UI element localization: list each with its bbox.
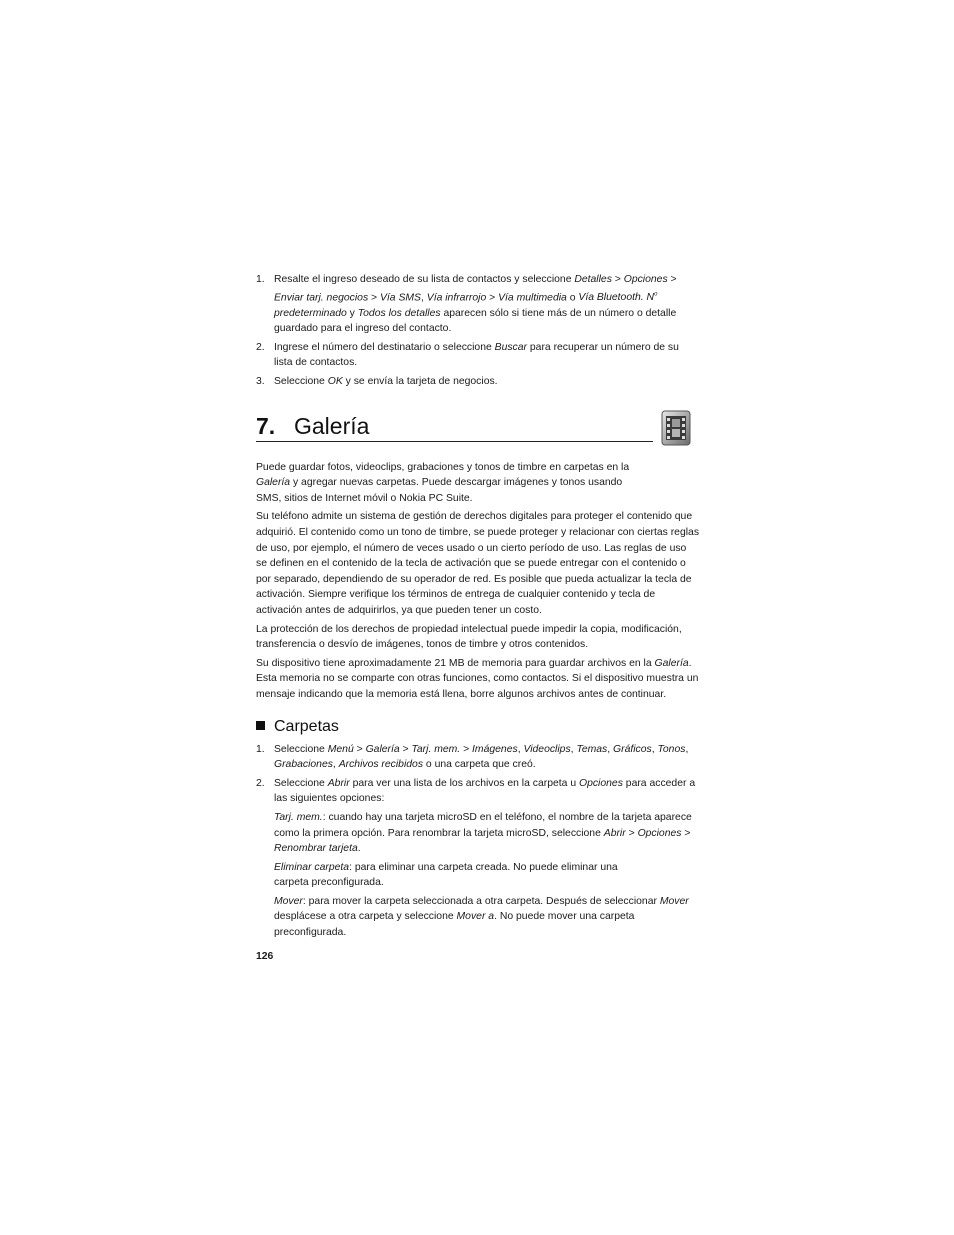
step-number: 2. [256,777,265,789]
contact-card-steps [256,272,700,390]
section-title: Carpetas [274,717,339,735]
chapter-rule [256,441,653,442]
list-item [256,340,700,371]
step-number: 3. [256,376,265,388]
step-text: Resalte el ingreso deseado de su lista de contactos y seleccione Detalles > Opciones > Enviar tarj. negocios > Vía SMS, Vía infrarrojo > Vía multimedia o Vía Bluetooth. $N^o$ predeterminado y Todos los detalles aparecen sólo si tiene más de un número o detalle guardado para el ingreso del contacto. [274,274,677,335]
step-number: 1. [256,274,265,285]
page-number: 126 [256,950,274,962]
chapter-intro [256,460,700,703]
option-description: Tarj. mem.: cuando hay una tarjeta microSD en el teléfono, el nombre de la tarjeta aparece como la primera opción. Para renombrar la tarjeta microSD, seleccione Abrir > Opciones > Renombrar tarjeta. [274,811,692,855]
list-item [256,272,700,337]
paragraph: La protección de los derechos de propiedad intelectual puede impedir la copia, modificación, transferencia o desvío de imágenes, tonos de timbre y otros contenidos. [256,623,682,651]
gallery-film-icon [661,410,691,446]
list-item [256,776,700,807]
option-description: Eliminar carpeta: para eliminar una carpeta creada. No puede eliminar una carpeta preconfigurada. [274,861,618,889]
chapter-title-text: Galería [294,412,370,439]
chapter-heading [256,412,700,446]
chapter-title [256,412,700,440]
step-text: Seleccione Abrir para ver una lista de los archivos en la carpeta u Opciones para acceder a las siguientes opciones: [274,777,696,805]
step-number: 1. [256,743,265,755]
section-heading [256,717,700,737]
folder-steps [256,742,700,807]
manual-page [256,272,700,964]
section-bullet-icon [256,721,265,730]
list-item [256,742,700,773]
option-description: Mover: para mover la carpeta seleccionada a otra carpeta. Después de seleccionar Mover desplácese a otra carpeta y seleccione Mover a. No puede mover una carpeta preconfigurada. [274,895,689,939]
paragraph: Puede guardar fotos, videoclips, grabaciones y tonos de timbre en carpetas en la Galería y agregar nuevas carpetas. Puede descargar imágenes y tonos usando SMS, sitios de Internet móvil o Nokia PC Suite. [256,461,630,504]
paragraph: Su teléfono admite un sistema de gestión de derechos digitales para proteger el contenido que adquirió. El contenido como un tono de timbre, se puede proteger y relacionar con ciertas reglas de uso, por ejemplo, el número de veces usado o un cierto período de uso. Las reglas de uso se definen en el contenido de la tecla de activación que se puede entregar con el contenido o por separado, dependiendo de su operador de red. Es posible que pueda actualizar la tecla de activación. Siempre verifique los términos de entrega de cualquier contenido y tecla de activación antes de adquirirlos, ya que pueden tener un costo. [256,511,700,616]
list-item [256,374,700,390]
step-text: Seleccione Menú > Galería > Tarj. mem. > Imágenes, Videoclips, Temas, Gráficos, Tonos, Grabaciones, Archivos recibidos o una carpeta que creó. [274,743,689,771]
chapter-number: 7. [256,412,276,439]
paragraph: Su dispositivo tiene aproximadamente 21 MB de memoria para guardar archivos en la Galería. Esta memoria no se comparte con otras funciones, como contactos. Si el dispositivo muestra un mensaje indicando que la memoria está llena, borre algunos archivos antes de continuar. [256,657,699,700]
step-number: 2. [256,341,265,353]
step-text: Ingrese el número del destinatario o seleccione Buscar para recuperar un número de su lista de contactos. [274,341,679,369]
step-text: Seleccione OK y se envía la tarjeta de negocios. [274,376,498,388]
